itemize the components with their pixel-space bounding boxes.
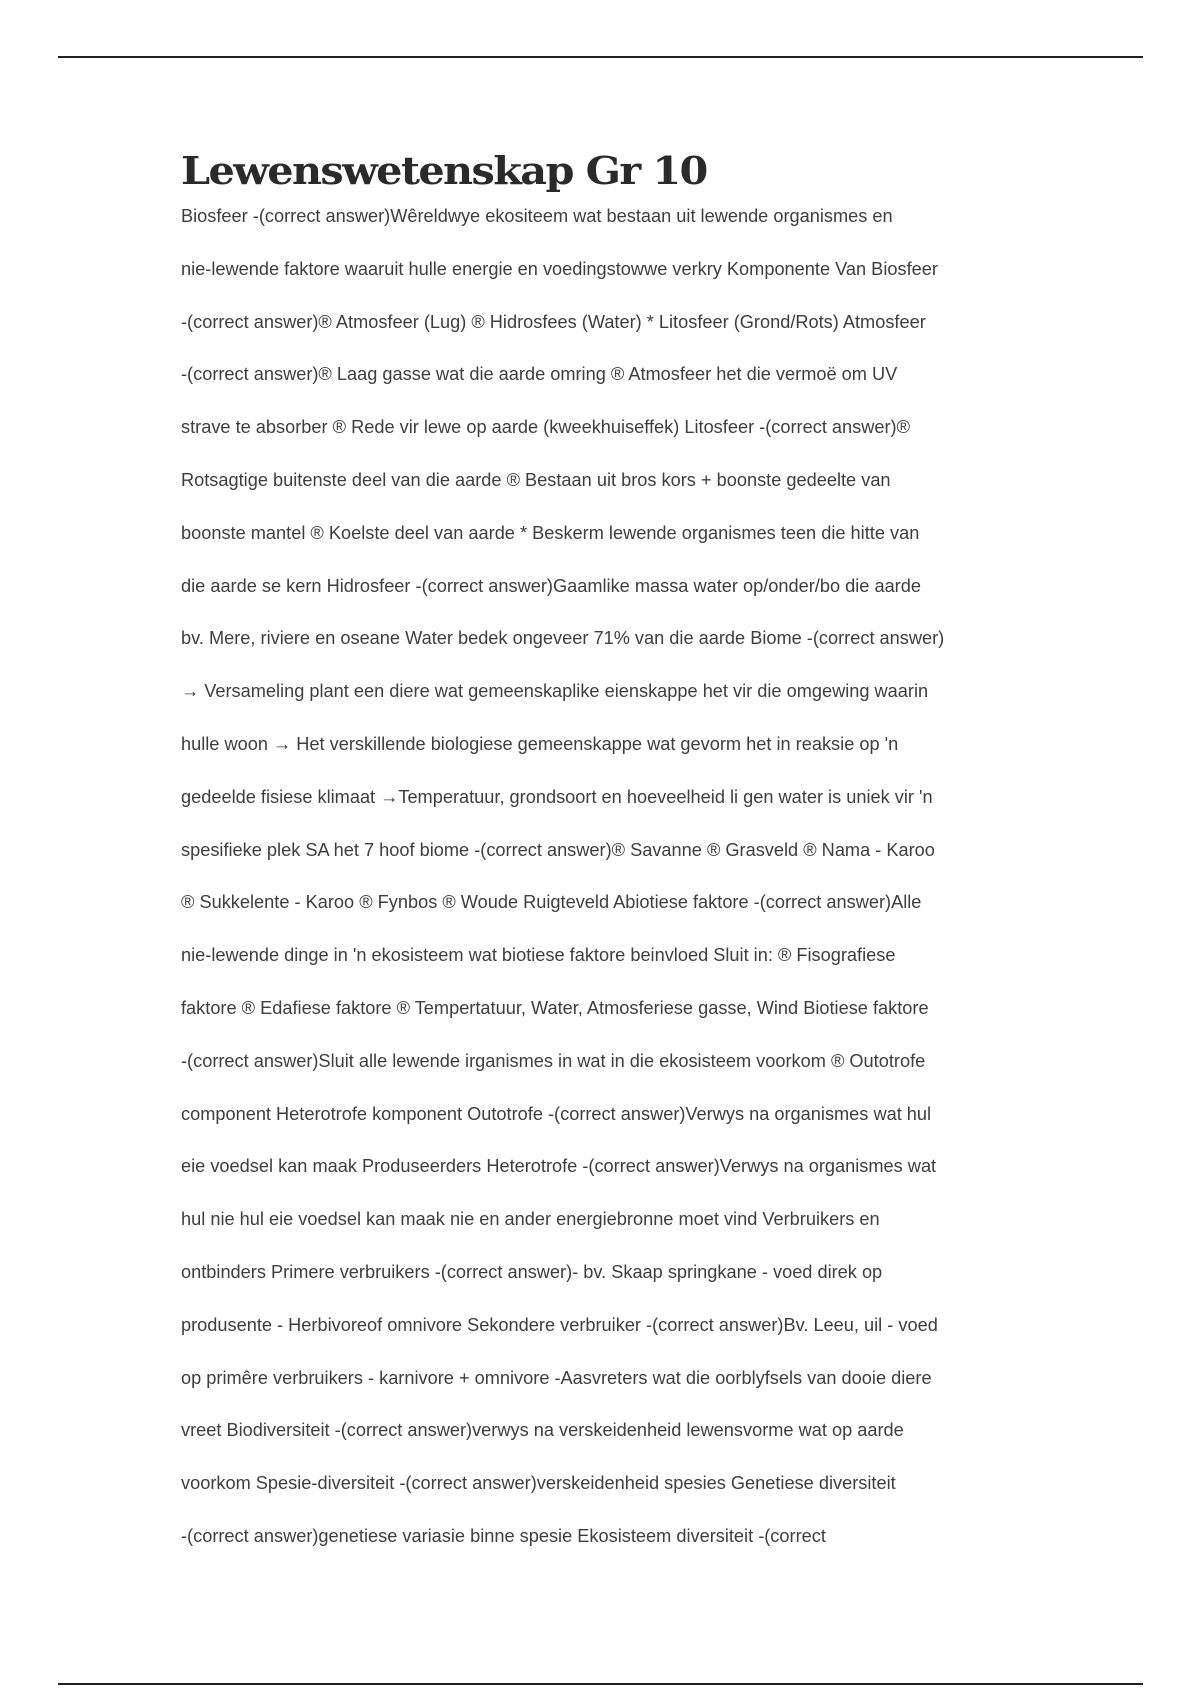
text-line: ® Sukkelente - Karoo ® Fynbos ® Woude Ruigteveld Abiotiese faktore -(correct answer)Alle <box>181 892 922 913</box>
text-line: boonste mantel ® Koelste deel van aarde * Beskerm lewende organismes teen die hitte van <box>181 522 920 543</box>
text-line: vreet Biodiversiteit -(correct answer)verwys na verskeidenheid lewensvorme wat op aarde <box>181 1420 904 1441</box>
text-line: -(correct answer)genetiese variasie binne spesie Ekosisteem diversiteit -(correct <box>181 1525 826 1546</box>
text-line: Biosfeer -(correct answer)Wêreldwye ekositeem wat bestaan uit lewende organismes en <box>181 206 893 226</box>
text-line: strave te absorber ® Rede vir lewe op aarde (kweekhuiseffek) Litosfeer -(correct answer)® <box>181 417 911 438</box>
page-title: Lewenswetenskap Gr 10 <box>181 148 707 193</box>
top-divider <box>58 56 1143 58</box>
text-line: die aarde se kern Hidrosfeer -(correct answer)Gaamlike massa water op/onder/bo die aarde <box>181 575 921 596</box>
text-line: bv. Mere, riviere en oseane Water bedek ongeveer 71% van die aarde Biome -(correct answer) <box>181 628 945 649</box>
text-line: produsente - Herbivoreof omnivore Sekondere verbruiker -(correct answer)Bv. Leeu, uil - voed <box>181 1314 938 1335</box>
bottom-divider <box>58 1683 1143 1685</box>
text-line: -(correct answer)Sluit alle lewende irganismes in wat in die ekosisteem voorkom ® Outotrofe <box>181 1050 926 1071</box>
document-body <box>181 200 1041 1573</box>
text-line: ontbinders Primere verbruikers -(correct answer)- bv. Skaap springkane - voed direk op <box>181 1261 883 1282</box>
text-line: -(correct answer)® Laag gasse wat die aarde omring ® Atmosfeer het die vermoë om UV <box>181 364 898 385</box>
text-line: → Versameling plant een diere wat gemeenskaplike eienskappe het vir die omgewing waarin <box>181 681 929 702</box>
text-line: nie-lewende dinge in 'n ekosisteem wat biotiese faktore beinvloed Sluit in: ® Fisografiese <box>181 945 896 966</box>
text-line: faktore ® Edafiese faktore ® Tempertatuur, Water, Atmosferiese gasse, Wind Biotiese faktore <box>181 997 929 1018</box>
text-line: nie-lewende faktore waaruit hulle energie en voedingstowwe verkry Komponente Van Biosfeer <box>181 258 938 279</box>
text-line: gedeelde fisiese klimaat →Temperatuur, grondsoort en hoeveelheid li gen water is uniek vir 'n <box>181 786 933 807</box>
text-line: hul nie hul eie voedsel kan maak nie en ander energiebronne moet vind Verbruikers en <box>181 1209 880 1230</box>
text-line: component Heterotrofe komponent Outotrofe -(correct answer)Verwys na organismes wat hul <box>181 1103 932 1124</box>
text-line: op primêre verbruikers - karnivore + omnivore -Aasvreters wat die oorblyfsels van dooie diere <box>181 1367 932 1388</box>
text-line: -(correct answer)® Atmosfeer (Lug) ® Hidrosfees (Water) * Litosfeer (Grond/Rots) Atmosfeer <box>181 311 926 332</box>
text-line: hulle woon → Het verskillende biologiese gemeenskappe wat gevorm het in reaksie op 'n <box>181 733 899 754</box>
text-line: spesifieke plek SA het 7 hoof biome -(correct answer)® Savanne ® Grasveld ® Nama - Karoo <box>181 839 935 860</box>
text-line: Rotsagtige buitenste deel van die aarde ® Bestaan uit bros kors + boonste gedeelte van <box>181 469 891 490</box>
text-line: voorkom Spesie-diversiteit -(correct answer)verskeidenheid spesies Genetiese diversiteit <box>181 1473 896 1494</box>
text-line: eie voedsel kan maak Produseerders Heterotrofe -(correct answer)Verwys na organismes wat <box>181 1156 937 1177</box>
